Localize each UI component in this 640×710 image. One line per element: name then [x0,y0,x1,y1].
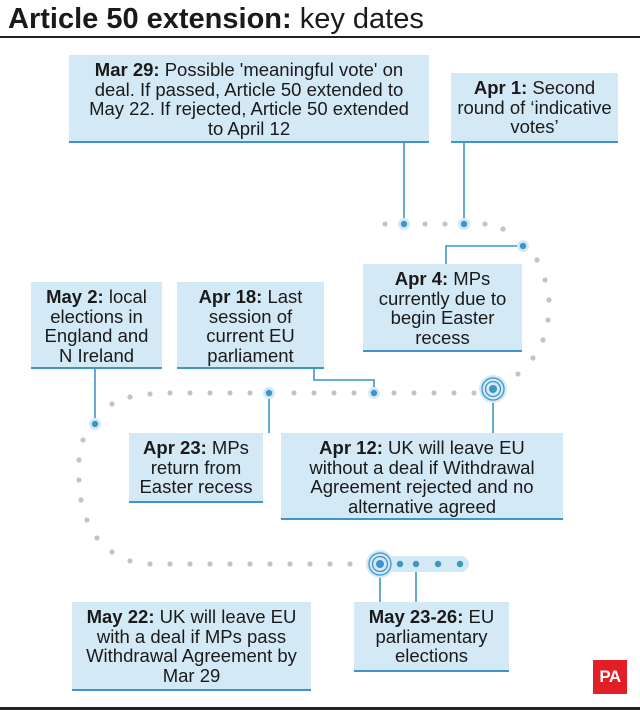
event-text: MPs return from Easter recess [139,437,253,497]
event-text: Last session of current EU parliament [206,286,303,366]
event-date: Apr 18: [198,286,263,307]
event-box-apr4 [363,264,522,352]
event-date: May 2: [46,286,104,307]
pa-logo: PA [593,660,627,694]
event-box-apr1 [451,73,618,143]
event-box-apr23 [129,433,263,503]
page-title: Article 50 extension: key dates [8,3,424,35]
event-text: MPs currently due to begin Easter recess [378,268,507,348]
event-text: local elections in England and N Ireland [44,286,149,366]
event-text: UK will leave EU with a deal if MPs pass Withdrawal Agreement by Mar 29 [86,606,297,686]
event-date: Apr 4: [394,268,449,289]
event-text: EU parliamentary elections [375,606,495,666]
event-text: Possible 'meaningful vote' on deal. If passed, Article 50 extended to May 22. If rejected, Article 50 extended to April 12 [89,59,409,139]
event-date: Apr 12: [319,437,383,458]
event-text: UK will leave EU without a deal if Withdrawal Agreement rejected and no alternative agreed [309,437,535,517]
connector-lines [95,143,523,602]
event-box-apr12 [281,433,563,520]
event-date: May 23-26: [368,606,464,627]
event-date: Mar 29: [94,59,160,80]
event-date: May 22: [86,606,155,627]
event-date: Apr 1: [473,77,528,98]
event-date: Apr 23: [143,437,207,458]
event-box-apr18 [177,282,324,369]
event-text: Second round of ‘indicative votes’ [457,77,612,137]
event-box-may2326 [354,602,509,672]
event-box-mar29 [69,55,429,143]
event-box-may22 [72,602,311,691]
event-box-may2 [31,282,162,369]
